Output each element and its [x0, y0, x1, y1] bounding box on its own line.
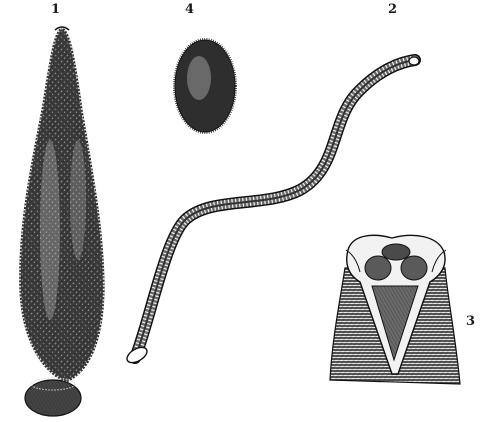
- jaw-top: [382, 244, 410, 260]
- figure-label-1: 1: [51, 2, 61, 17]
- figure-2-anterior-end: [409, 57, 419, 65]
- figure-4-contracted-leech: [174, 39, 236, 133]
- jaw-left: [365, 256, 391, 280]
- jaw-right: [401, 256, 427, 280]
- figure-label-3: 3: [466, 314, 476, 329]
- figure-label-2: 2: [388, 2, 398, 17]
- figure-1-leech-dorsal: [0, 0, 130, 416]
- figure-label-4: 4: [185, 2, 195, 17]
- figure-3-leech-mouth-jaws: [330, 235, 460, 384]
